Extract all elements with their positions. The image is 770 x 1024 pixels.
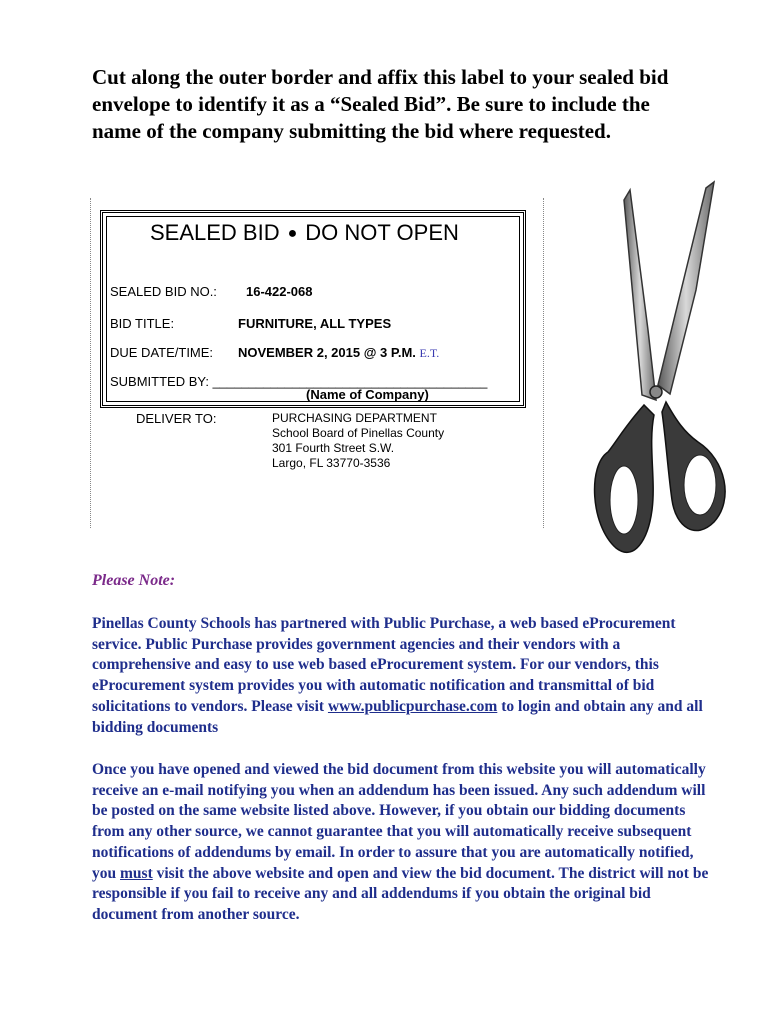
must-emphasis: must [120,864,153,882]
note-paragraph-2-text: Once you have opened and viewed the bid document from this website you will automatically receive an e-mail notifying you when an addendum has been issued. Any such addendum will be posted on the same website listed above. However, if you obtain our bidding documents from any other source, we cannot guarantee that you will automatically receive subsequent notifications of addendums by email. In order to assure that you are automatically notified, you [92,761,706,882]
address-line: Largo, FL 33770-3536 [272,456,391,470]
bid-title-label: BID TITLE: [110,316,175,331]
bid-title-value: FURNITURE, ALL TYPES [238,316,392,331]
due-date-timezone: E.T. [419,346,440,360]
note-heading: Please Note: [92,572,176,589]
due-date-row [238,345,439,361]
bullet-icon: ● [287,225,298,242]
bid-no-value: 16-422-068 [246,284,313,299]
address-line: 301 Fourth Street S.W. [272,441,395,455]
note-paragraph-1-end: to login and obtain any and all bidding documents [92,697,703,736]
note-paragraph-1-text: Pinellas County Schools has partnered with Public Purchase, a web based eProcurement service. Public Purchase provides government agencies and their vendors with a comprehensive and easy to use web based eProcurement system. For our vendors, this eProcurement system provides you with automatic notification and transmittal of bid solicitations to vendors. Please visit [92,615,676,715]
due-date-value: NOVEMBER 2, 2015 @ 3 P.M. [238,345,416,360]
due-date-label: DUE DATE/TIME: [110,345,214,360]
delivery-address [272,411,444,471]
label-title-right: DO NOT OPEN [305,220,459,245]
note-paragraph-2 [92,760,712,926]
public-purchase-link[interactable]: www.publicpurchase.com [327,697,498,715]
bid-no-label: SEALED BID NO.: [110,284,217,299]
address-line: School Board of Pinellas County [272,426,445,440]
note-paragraph-2-end: visit the above website and open and view the bid document. The district will not be responsible if you fail to receive any and all addendums if you obtain the original bid document from another source. [92,864,709,923]
address-line: PURCHASING DEPARTMENT [272,411,437,425]
company-name-caption: (Name of Company) [306,387,429,402]
label-title-left: SEALED BID [150,220,280,245]
scissors-icon [586,180,736,560]
label-title [150,220,459,246]
deliver-to-label: DELIVER TO: [136,411,217,426]
instructions-text: Cut along the outer border and affix this label to your sealed bid envelope to identify it as a “Sealed Bid”. Be sure to include the name of the company submitting the bid where requested. [92,65,669,143]
submitted-by-field: SUBMITTED BY: ______________________________________ [110,374,488,389]
note-paragraph-1 [92,614,712,738]
